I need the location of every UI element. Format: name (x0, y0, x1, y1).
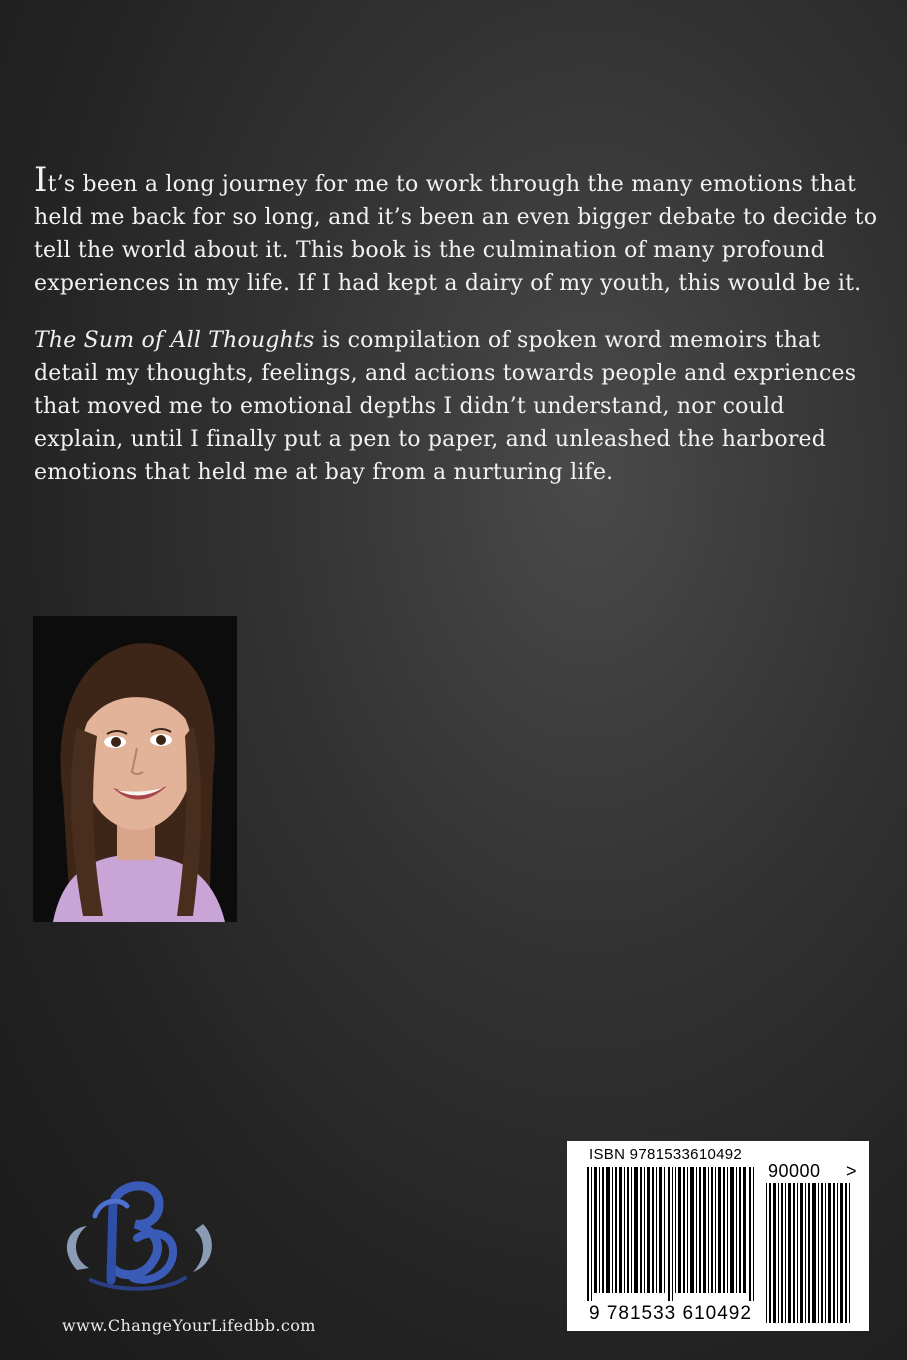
back-cover-blurb (34, 160, 880, 513)
isbn-label: ISBN 9781533610492 (589, 1146, 743, 1163)
website-url[interactable]: www.ChangeYourLifedbb.com (62, 1316, 316, 1335)
barcode-addon-digits: 90000 (768, 1161, 821, 1181)
barcode-addon-arrow: > (846, 1161, 857, 1181)
blurb-paragraph-2-text: is compilation of spoken word memoirs that detail my thoughts, feelings, and actions towards people and expriences that moved me to emotional depths I didn’t understand, nor could explain, until I finally put a pen to paper, and unleashed the harbored emotions that held me at bay from a nurturing life. (34, 328, 857, 485)
blurb-paragraph-1 (34, 160, 880, 300)
blurb-paragraph-2 (34, 324, 880, 489)
author-photo (33, 616, 237, 922)
blurb-paragraph-1-text: t’s been a long journey for me to work through the many emotions that held me back for so long, and it’s been an even bigger debate to decide to tell the world about it. This book is the culmination of many profound experiences in my life. If I had kept a dairy of my youth, this would be it. (34, 172, 878, 296)
barcode-digits: 9 781533 610492 (589, 1303, 752, 1324)
drop-cap: I (34, 160, 48, 200)
book-title: The Sum of All Thoughts (34, 328, 315, 353)
isbn-barcode (567, 1141, 869, 1331)
barcode-addon-bars (766, 1183, 856, 1323)
publisher-logo (55, 1180, 220, 1300)
barcode-bars (585, 1167, 757, 1301)
